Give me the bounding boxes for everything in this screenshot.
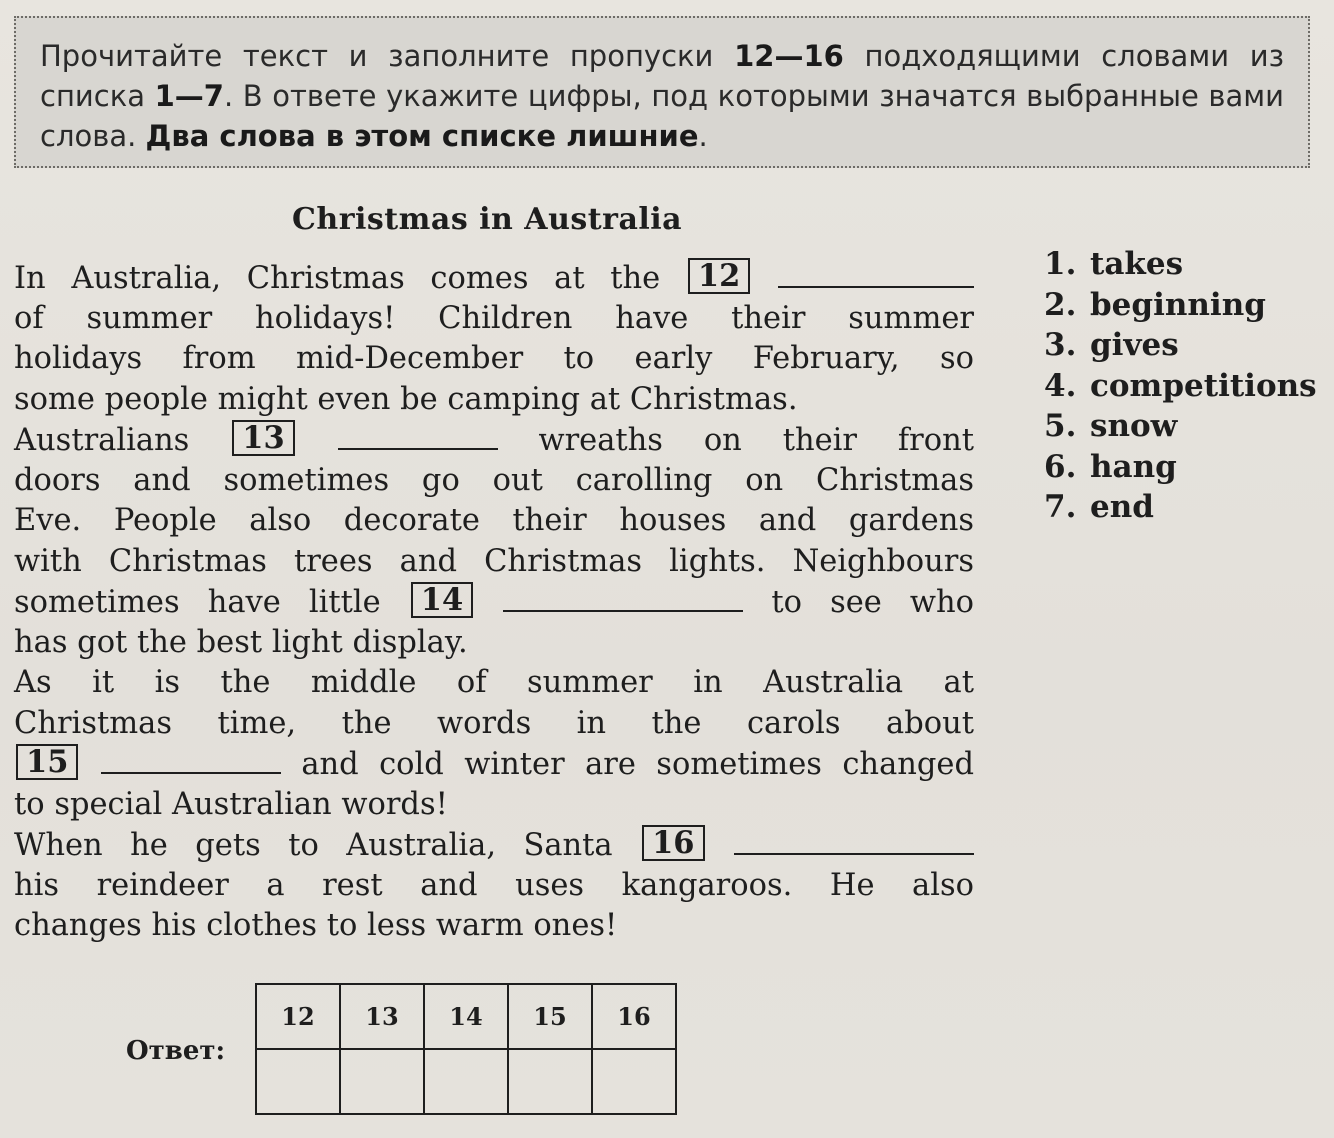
word-option: takes [1090,246,1184,282]
word-option: gives [1090,327,1179,363]
passage-text [14,258,974,947]
word-list-item [1044,285,1317,326]
answer-cell-14[interactable] [424,1049,508,1114]
word-option: beginning [1090,286,1266,323]
passage-line: of summer holidays! Children have their summer [14,300,974,336]
answer-input-row [256,1049,676,1114]
passage-segment: wreaths on their front [538,423,975,458]
word-list-item [1044,244,1317,285]
word-option: competitions [1090,367,1317,404]
gap-number-15: 15 [16,744,78,780]
instruction-bold-range-gaps: 12—16 [734,39,844,73]
passage-line: with Christmas trees and Christmas lights. Neighbours [14,543,974,579]
passage-line: some people might even be camping at Christmas. [14,381,798,417]
gap-number-14: 14 [411,582,473,618]
word-number: 7. [1044,489,1077,525]
answer-header-cell: 14 [424,984,508,1049]
word-number: 4. [1044,367,1077,404]
passage-segment: to see who [771,585,975,620]
passage-line: to special Australian words! [14,786,448,822]
instruction-bold-note: Два слова в этом списке лишние [145,119,699,153]
passage-segment: Australians [14,423,190,458]
passage-segment: In Australia, Christmas comes at the [14,261,661,296]
passage-line [14,420,974,461]
gap-number-16: 16 [642,825,704,861]
passage-title: Christmas in Australia [292,202,683,237]
word-list-item [1044,447,1317,488]
passage-line [14,258,974,299]
instruction-text-4: . [698,119,708,153]
passage-segment: When he gets to Australia, Santa [14,828,613,863]
answer-cell-12[interactable] [256,1049,340,1114]
instruction-text-1: Прочитайте текст и заполните пропуски [40,39,735,73]
answer-header-cell: 13 [340,984,424,1049]
passage-segment: and cold winter are sometimes changed [301,747,975,782]
instruction-text-3: . В ответе укажите цифры, под которыми значатся выбранные вами слова. [40,79,1285,153]
gap-blank-15 [101,746,281,774]
word-number: 3. [1044,327,1077,363]
instruction-bold-range-list: 1—7 [154,79,224,113]
passage-line: changes his clothes to less warm ones! [14,908,618,943]
passage-line [14,582,974,623]
answer-table [255,983,677,1115]
word-number: 1. [1044,246,1077,282]
passage-line: As it is the middle of summer in Australia at [14,665,974,700]
word-number: 5. [1044,408,1077,444]
gap-blank-13 [338,422,498,450]
passage-line: Christmas time, the words in the carols about [14,705,974,741]
answer-header-cell: 16 [592,984,676,1049]
instruction-box [14,16,1310,168]
word-option: end [1090,489,1154,525]
passage-line: holidays from mid-December to early February, so [14,341,974,376]
answer-cell-13[interactable] [340,1049,424,1114]
gap-blank-16 [734,827,974,855]
instruction-text-2: подходящими словами из списка [40,39,1284,113]
word-list-item [1044,406,1317,447]
answer-header-cell: 12 [256,984,340,1049]
answer-cell-15[interactable] [508,1049,592,1114]
answer-header-cell: 15 [508,984,592,1049]
gap-number-13: 13 [232,420,294,456]
word-number: 6. [1044,448,1077,485]
word-list [1044,244,1317,528]
passage-line: has got the best light display. [14,624,468,660]
word-list-item [1044,487,1317,528]
word-option: snow [1090,408,1178,444]
answer-cell-16[interactable] [592,1049,676,1114]
passage-line [14,744,974,785]
gap-number-12: 12 [688,258,750,294]
word-number: 2. [1044,286,1077,323]
passage-line: Eve. People also decorate their houses and gardens [14,503,974,538]
passage-line [14,825,974,866]
word-option: hang [1090,448,1177,485]
passage-segment: sometimes have little [14,585,381,620]
answer-header-row [256,984,676,1049]
answer-label: Ответ: [126,1036,226,1066]
word-list-item [1044,325,1317,366]
word-list-item [1044,366,1317,407]
passage-line: his reindeer a rest and uses kangaroos. He also [14,867,974,903]
gap-blank-12 [778,260,974,288]
gap-blank-14 [503,584,743,612]
passage-line: doors and sometimes go out carolling on Christmas [14,462,974,498]
